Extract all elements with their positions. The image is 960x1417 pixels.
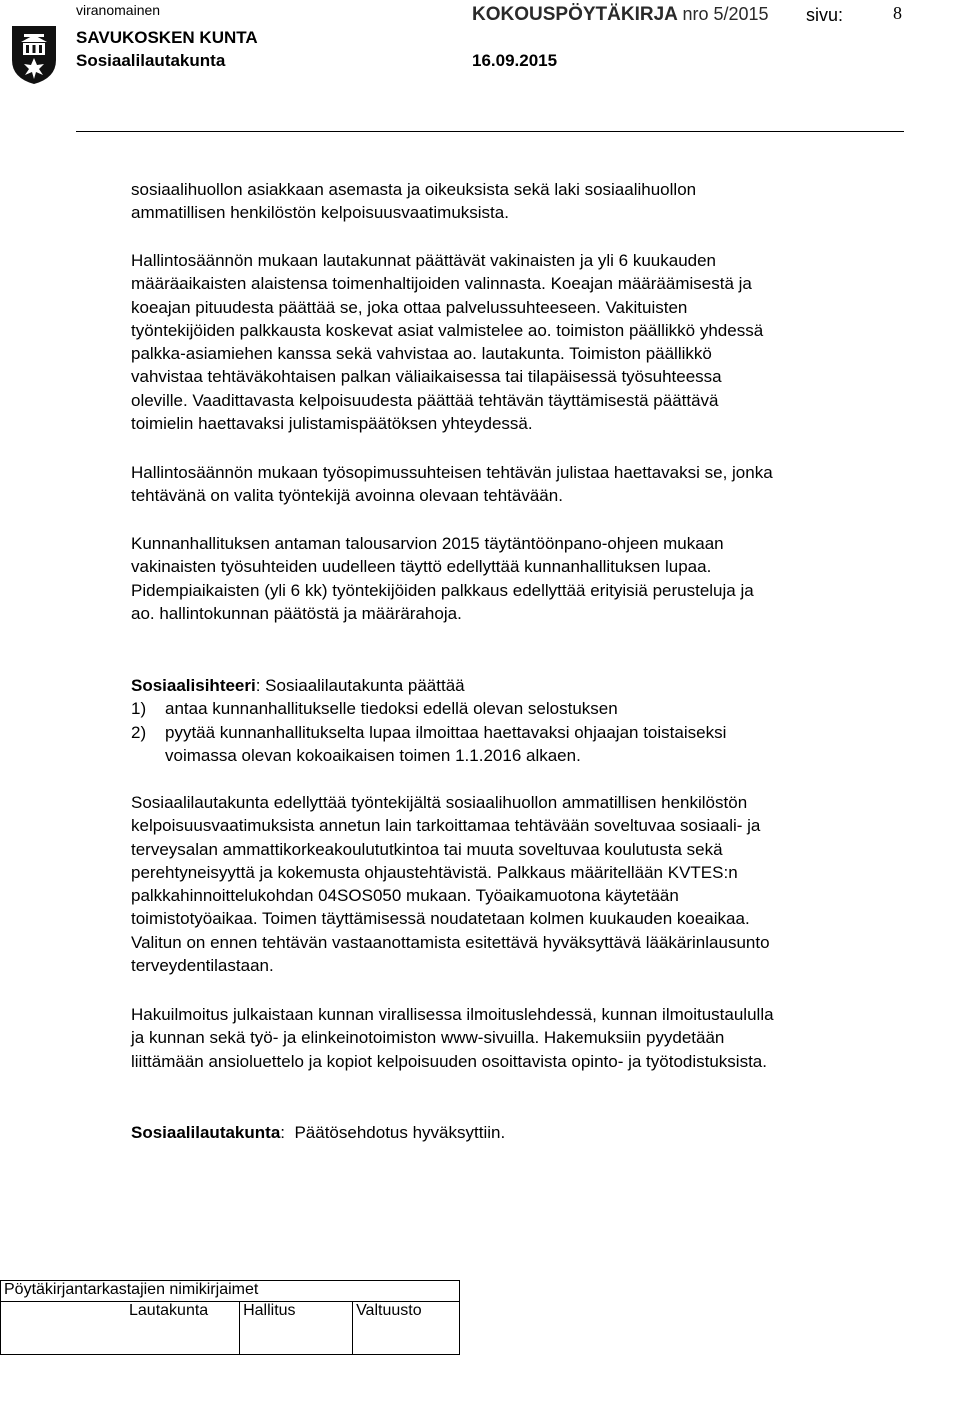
- text-line: työntekijöiden palkkausta koskevat asiat valmistelee ao. toimiston päällikkö yhdessä: [131, 320, 764, 340]
- text-line: koeajan pituudesta päättää se, joka ottaa palvelussuhteeseen. Vakituisten: [131, 297, 688, 317]
- text-line: Pidempiaikaisten (yli 6 kk) työntekijöiden palkkaus edellyttää erityisiä perusteluja ja: [131, 580, 754, 600]
- proposal-item: [131, 721, 911, 744]
- text-line: Sosiaalilautakunta edellyttää työntekijältä sosiaalihuollon ammatillisen henkilöstön: [131, 793, 748, 812]
- text-line: Hakuilmoitus julkaistaan kunnan virallisessa ilmoituslehdessä, kunnan ilmoitustaululla: [131, 1005, 774, 1024]
- text-line: Hallintosäännön mukaan työsopimussuhteisen tehtävän julistaa haettavaksi se, jonka: [131, 463, 773, 482]
- page-number: 8: [893, 3, 902, 23]
- text-line: perehtyneisyyttä ja kokemusta ohjaustehtävistä. Palkkaus määritellään KVTES:n: [131, 862, 738, 882]
- decision: [131, 1121, 911, 1144]
- paragraph-6: [131, 1003, 911, 1073]
- proposal-heading: [131, 674, 911, 697]
- text-line: vakinaisten työsuhteiden uudelleen täyttö edellyttää kunnanhallituksen lupaa.: [131, 557, 712, 577]
- item-number: 1): [131, 699, 147, 719]
- decision-speaker: Sosiaalilautakunta: [131, 1123, 281, 1142]
- proposal: [131, 674, 911, 767]
- decision-line: [131, 1121, 911, 1144]
- text-line: tehtävänä on valita työntekijä avoinna olevaan tehtävään.: [131, 486, 563, 506]
- paragraph-5: [131, 791, 911, 977]
- document-title: KOKOUSPÖYTÄKIRJA: [472, 4, 678, 25]
- text-line: ammatillisen henkilöstön kelpoisuusvaatimuksista.: [131, 203, 509, 223]
- text-line: sosiaalihuollon asiakkaan asemasta ja oikeuksista sekä laki sosiaalihuollon: [131, 180, 697, 199]
- initials-column-hallitus: Hallitus: [240, 1302, 353, 1355]
- document-number: nro 5/2015: [682, 4, 769, 24]
- paragraph-3: [131, 461, 911, 508]
- proposal-speaker: Sosiaalisihteeri: [131, 676, 256, 695]
- decision-text: : Päätösehdotus hyväksyttiin.: [280, 1123, 506, 1142]
- proposal-item: [131, 697, 911, 720]
- text-line: toimistotyöaikaa. Toimen täyttämisessä noudatetaan kolmen kuukauden koeaikaa.: [131, 909, 750, 929]
- paragraph-2: [131, 249, 911, 435]
- text-line: ao. hallintokunnan päätöstä ja määrärahoja.: [131, 603, 462, 623]
- text-line: oleville. Vaadittavasta kelpoisuudesta päättää tehtävän täyttämisestä päättävä: [131, 390, 719, 410]
- text-line: Hallintosäännön mukaan lautakunnat päättävät vakinaisten ja yli 6 kuukauden: [131, 251, 717, 270]
- text-line: vahvistaa tehtäväkohtaisen palkan väliaikaisessa tai tilapäisessä työsuhteessa: [131, 367, 722, 387]
- text-line: Valitun on ennen tehtävän vastaanottamista esitettävä hyväksyttävä lääkärinlausunto: [131, 932, 770, 952]
- page-label: sivu:: [806, 5, 844, 25]
- header-divider: [76, 131, 904, 132]
- item-text: pyytää kunnanhallitukselta lupaa ilmoittaa haettavaksi ohjaajan toistaiseksi: [165, 722, 727, 742]
- item-number: 2): [131, 722, 147, 742]
- text-line: liittämään ansioluettelo ja kopiot kelpoisuuden osoittavista opinto- ja työtodistuksista.: [131, 1051, 767, 1071]
- text-line: toimielin haettavaksi julistamispäätöksen yhteydessä.: [131, 414, 533, 434]
- initials-column-valtuusto: Valtuusto: [353, 1302, 460, 1355]
- initials-table: [0, 1280, 460, 1355]
- text-line: palkkahinnoittelukohdan 04SOS050 mukaan. Työaikamuotona käytetään: [131, 886, 679, 906]
- text-line: terveysalan ammattikorkeakoulututkintoa tai muuta soveltuvaa koulutusta sekä: [131, 839, 723, 859]
- text-line: Kunnanhallituksen antaman talousarvion 2015 täytäntöönpano-ohjeen mukaan: [131, 534, 724, 553]
- document-title-line: [472, 4, 769, 26]
- meeting-date: 16.09.2015: [472, 51, 558, 70]
- item-indent: [131, 744, 165, 767]
- initials-column-lautakunta: Lautakunta: [1, 1302, 240, 1355]
- proposal-item-continuation: [131, 744, 911, 767]
- paragraph-1: [131, 178, 911, 225]
- municipality-name: SAVUKOSKEN KUNTA: [76, 28, 258, 47]
- municipal-coat-of-arms: [10, 24, 58, 86]
- text-line: terveydentilastaan.: [131, 956, 274, 976]
- organ-name: Sosiaalilautakunta: [76, 51, 226, 70]
- item-text: voimassa olevan kokoaikaisen toimen 1.1.2016 alkaen.: [165, 745, 581, 765]
- text-line: kelpoisuusvaatimuksista annetun lain tarkoittamaa tehtävään soveltuvaa sosiaali- ja: [131, 816, 761, 836]
- initials-caption: Pöytäkirjantarkastajien nimikirjaimet: [1, 1281, 460, 1302]
- text-line: palkka-asiamiehen kanssa sekä vahvistaa ao. lautakunta. Toimiston päällikkö: [131, 344, 712, 364]
- proposal-intro: : Sosiaalilautakunta päättää: [255, 676, 465, 695]
- text-line: ja kunnan sekä työ- ja elinkeinotoimiston www-sivuilla. Hakemuksiin pyydetään: [131, 1028, 725, 1048]
- paragraph-4: [131, 532, 911, 625]
- text-line: määräaikaisten alaistensa toimenhaltijoiden valinnasta. Koeajan määräämisestä ja: [131, 274, 752, 294]
- item-text: antaa kunnanhallitukselle tiedoksi edellä olevan selostuksen: [165, 699, 618, 719]
- document-status: viranomainen: [76, 2, 161, 18]
